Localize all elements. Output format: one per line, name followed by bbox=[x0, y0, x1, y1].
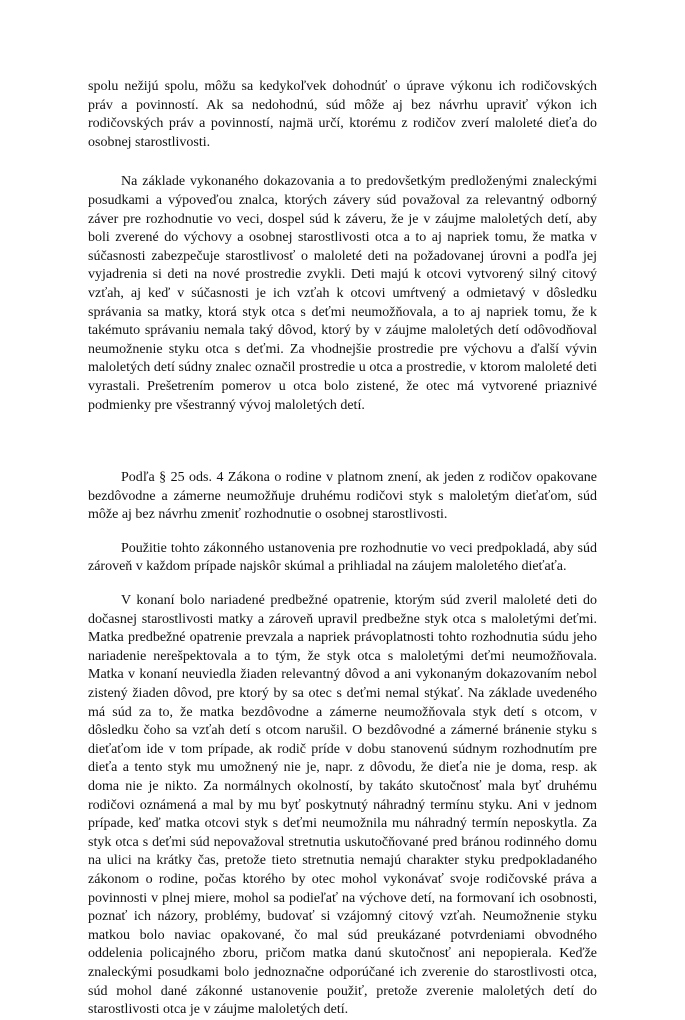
paragraph-preliminary-measure: V konaní bolo nariadené predbežné opatrenie, ktorým súd zveril maloleté deti do dočasnej starostlivosti matky a zároveň upravil predbežne styk otca s maloletými deťmi. Matka predbežné opatrenie prevzala a napriek právoplatnosti tohto rozhodnutia súdu jeho nariadenie nerešpektovala a to tým, že styk otca s maloletými deťmi neumožňovala. Matka v konaní neuviedla žiaden relevantný dôvod a ani vykonaným dokazovaním nebol zistený žiaden dôvod, pre ktorý by sa otec s deťmi nemal stýkať. Na základe uvedeného má súd za to, že matka bezdôvodne a zámerne neumožňovala styk detí s otcom, v dôsledku čoho sa vzťah detí s otcom narušil. O bezdôvodné a zámerné bránenie styku s dieťaťom ide v tom prípade, ak rodič príde v dobu stanovenú súdnym rozhodnutím pre dieťa a tento styk mu umožnený nie je, napr. z dôvodu, že dieťa nie je doma, resp. ak doma nie je nikto. Za normálnych okolností, by takáto skutočnosť mala byť druhému rodičovi oznámená a mal by mu byť poskytnutý náhradný termínu styku. Ani v jednom prípade, keď matka otcovi styk s deťmi neumožnila mu náhradný termín neposkytla. Za styk otca s deťmi súd nepovažoval stretnutia uskutočňované pred bránou rodinného domu na ulici na krátky čas, pretože tieto stretnutia nemajú charakter styku predpokladaného zákonom o rodine, počas ktorého by otec mohol vykonávať svoje rodičovské práva a povinnosti v plnej miere, mohol sa podieľať na výchove detí, na formovaní ich osobnosti, poznať ich názory, problémy, budovať si vzájomný citový vzťah. Neumožnenie styku matkou bolo naviac opakované, čo mal súd preukázané potvrdeniami obvodného oddelenia policajného zboru, pričom matka danú skutočnosť ani nepopierala. Keďže znaleckými posudkami bolo jednoznačne odporúčané ich zverenie do starostlivosti otca, súd mohol dané zákonné ustanovenie použiť, pretože zverenie maloletých detí do starostlivosti otca je v záujme maloletých detí. bbox=[88, 593, 597, 1018]
paragraph-law-application: Použitie tohto zákonného ustanovenia pre rozhodnutie vo veci predpokladá, aby súd zároveň v každom prípade najskôr skúmal a prihliadal na záujem maloletého dieťaťa. bbox=[88, 540, 597, 575]
paragraph-law-reference: Podľa § 25 ods. 4 Zákona o rodine v platnom znení, ak jeden z rodičov opakovane bezdôvodne a zámerne neumožňuje druhému rodičovi styk s maloletým dieťaťom, súd môže aj bez návrhu zmeniť rozhodnutie o osobnej starostlivosti. bbox=[88, 470, 597, 523]
paragraph-custody-agreement: spolu nežijú spolu, môžu sa kedykoľvek dohodnúť o úprave výkonu ich rodičovských práv a povinností. Ak sa nedohodnú, súd môže aj bez návrhu upraviť výkon ich rodičovských práv a povinností, najmä určí, ktorému z rodičov zverí maloleté dieťa do osobnej starostlivosti. bbox=[88, 79, 597, 150]
paragraph-evidence-conclusion: Na základe vykonaného dokazovania a to predovšetkým predloženými znaleckými posudkami a výpoveďou znalca, ktorých závery súd považoval za relevantný odborný záver pre rozhodnutie vo veci, dospel súd k záveru, že je v záujme maloletých detí, aby boli zverené do výchovy a osobnej starostlivosti otca a to aj napriek tomu, že matka v súčasnosti zabezpečuje starostlivosť o maloleté deti na požadovanej úrovni a podľa jej vyjadrenia si deti na nové prostredie zvykli. Deti majú k otcovi vytvorený silný citový vzťah, aj keď v súčasnosti je ich vzťah k otcovi umŕtvený a odmietavý v dôsledku správania sa matky, ktorá styk otca s deťmi neumožňovala, a to aj napriek tomu, že k takémuto správaniu nemala taký dôvod, ktorý by v záujme maloletých detí odôvodňoval neumožnenie styku otca s deťmi. Za vhodnejšie prostredie pre výchovu a ďalší vývin maloletých detí súdny znalec označil prostredie u otca a prostredie, v ktorom maloleté deti vyrastali. Prešetrením pomerov u otca bolo zistené, že otec má vytvorené priaznivé podmienky pre všestranný vývoj maloletých detí. bbox=[88, 174, 597, 413]
